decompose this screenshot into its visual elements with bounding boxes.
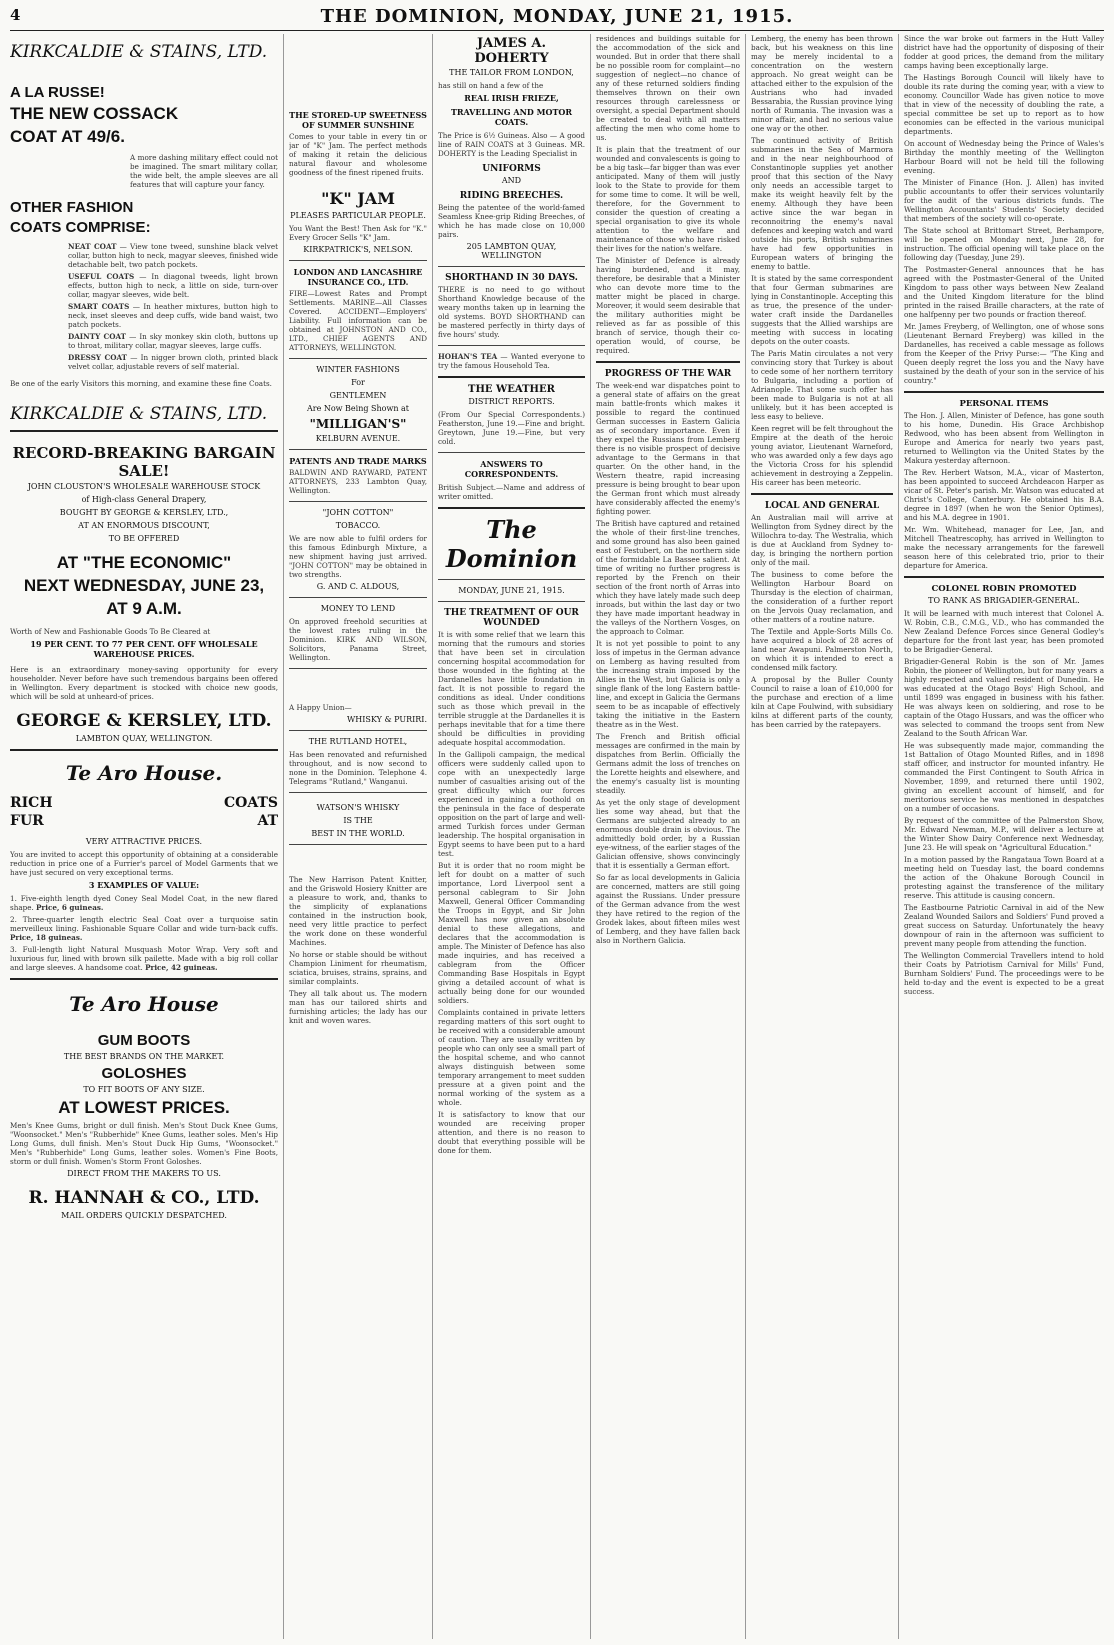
advert-line: GUM BOOTS bbox=[97, 1032, 191, 1049]
ad-sub: Are Now Being Shown at bbox=[306, 404, 410, 413]
ad-sub: THE RUTLAND HOTEL, bbox=[308, 737, 408, 746]
article-heading: LOCAL AND GENERAL bbox=[764, 501, 880, 511]
column-rule bbox=[745, 34, 746, 1639]
article-heading: PERSONAL ITEMS bbox=[959, 399, 1049, 409]
ad-heading: "MILLIGAN'S" bbox=[309, 417, 407, 431]
advert-sub: THE BEST BRANDS ON THE MARKET. bbox=[63, 1052, 225, 1061]
column-news-2: Lemberg, the enemy has been thrown back, but his weakness on this line may be merely incidental to a concentration on the western approach. No great weight can be attached either to the expulsion of the Austrians who had invaded Bessarabia, the Russian province lying north of Rumania. The invasion was a minor affair, and had no serious value one way or the other. The continued activity of British submarines in the Sea of Marmora and in the near neighbourhood of Constantinople supplies yet another proof that this section of the Navy only needs an accessible target to make its weight heavily felt by the enemy. Although they have been active since the war began in reconnoitring the enemy's naval defences and keeping watch and ward outside his ports, British submarines have had few opportunities in European waters of bringing the enemy to battle. It is stated by the same correspondent that four German submarines are lying in Constantinople. Accepting this as true, the presence of the under-water craft inside the Dardanelles suggests that the Allied warships are meeting with success in locating depots on the outer coasts. The Paris Matin circulates a not very convincing story that Turkey is about to cede some of her northern territory to Bulgaria, including a portion of Adrianople. That some such offer has been made to Bulgaria is not at all unlikely, but it has been accepted is less easy to believe. Keen regret will be felt throughout the Empire at the death of the heroic young aviator, Lieutenant Warneford, who was awarded only a few days ago the Victoria Cross for his splendid achievement in destroying a Zeppelin. His career has been meteoric. LOCAL AND GENERAL An Australian mail will arrive at Wellington from Sydney direct by the Willochra to-day. The Westralia, which is due at Auckland from Sydney to-day, is bringing the northern portion only of the mail. The business to come before the Wellington Harbour Board on Thursday is the election of chairman, the consideration of a further report on the Jervois Quay reclamation, and other matters of a routine nature. The Textile and Apple-Sorts Mills Co. have acquired a block of 28 acres of land near Awapuni. Palmerston North, on which it is intended to erect a condensed milk factory. A proposal by the Buller County Council to raise a loan of £10,000 for the purchase and erection of a lime kiln at Cape Foulwind, with subsidiary kilns at different parts of the county, has been carried by the ratepayers. bbox=[751, 34, 893, 729]
coat-item: DAINTY COAT bbox=[68, 332, 127, 341]
advert-brand: Te Aro House. bbox=[65, 761, 223, 785]
advert-line: AT LOWEST PRICES. bbox=[58, 1098, 230, 1117]
advert-word: AT bbox=[257, 813, 278, 829]
advert-brand: KIRKCALDIE & STAINS, LTD. bbox=[10, 42, 268, 62]
advert-word: COATS bbox=[224, 795, 278, 811]
ad-sub: WHISKY & PURIRI. bbox=[347, 715, 427, 724]
ad-sub: WINTER FASHIONS bbox=[316, 365, 400, 374]
advert-prices: VERY ATTRACTIVE PRICES. bbox=[85, 837, 203, 846]
advert-line: GOLOSHES bbox=[101, 1065, 187, 1082]
advert-sub: DIRECT FROM THE MAKERS TO US. bbox=[67, 1169, 221, 1178]
ad-sub: WATSON'S WHISKY bbox=[316, 803, 400, 812]
ad-heading: "K" JAM bbox=[321, 189, 395, 208]
ad-sub: THE TAILOR FROM LONDON, bbox=[449, 68, 574, 77]
advert-bargain-sale: RECORD-BREAKING BARGAIN SALE! JOHN CLOUSTON'S WHOLESALE WAREHOUSE STOCK of High-class General Drapery, BOUGHT BY GEORGE & KERSLEY, LTD., AT AN ENORMOUS DISCOUNT, TO BE OFFERED AT "THE ECONOMIC" NEXT WEDNESDAY, JUNE 23, AT 9 A.M. Worth of New and Fashionable Goods To Be Cleared at 19 PER CENT. TO 77 PER CENT. OFF WHOLESALE WAREHOUSE PRICES. Here is an extraordinary money-saving opportunity for every householder. Never before have such tremendous bargains been offered in Wellington. Every department is stocked with choice new goods, which will be sold at unheard-of prices. GEORGE & KERSLEY, LTD. LAMBTON QUAY, WELLINGTON. bbox=[10, 444, 278, 743]
coat-item: USEFUL COATS bbox=[68, 272, 135, 281]
sale-big: AT "THE ECONOMIC" bbox=[56, 553, 232, 572]
examples-heading: 3 EXAMPLES OF VALUE: bbox=[88, 880, 200, 890]
ad-heading: RIDING BREECHES. bbox=[459, 191, 564, 201]
ad-sub: TRAVELLING AND MOTOR COATS. bbox=[450, 107, 573, 127]
issue-date: MONDAY, JUNE 21, 1915. bbox=[458, 586, 565, 595]
article-heading: COLONEL ROBIN PROMOTED bbox=[931, 584, 1077, 594]
coat-item: SMART COATS bbox=[68, 302, 130, 311]
advert-te-aro-boots: Te Aro House GUM BOOTS THE BEST BRANDS ON THE MARKET. GOLOSHES TO FIT BOOTS OF ANY SIZE. AT LOWEST PRICES. Men's Knee Gums, bright or dull finish. Men's Stout Duck Knee Gums, "Woonsocket." Men's "Rubberhide" Knee Gums, leather soles. Men's Hip Long Gums, dull finish. Men's Stout Duck Hip Gums, "Woonsocket." Men's "Rubberhide" Long Gums, leather soles. Women's Fine Boots, storm or dull finish. Women's Storm Front Goloshes. DIRECT FROM THE MAKERS TO US. R. HANNAH & CO., LTD. MAIL ORDERS QUICKLY DESPATCHED. bbox=[10, 992, 278, 1220]
section-heading: ANSWERS TO CORRESPONDENTS. bbox=[464, 459, 559, 479]
advert-sub: MAIL ORDERS QUICKLY DESPATCHED. bbox=[61, 1211, 227, 1220]
sale-sub: TO BE OFFERED bbox=[108, 534, 180, 543]
ad-sub: AND bbox=[501, 176, 522, 185]
masthead bbox=[10, 4, 1104, 31]
advert-te-aro-furs: Te Aro House. RICH FUR COATS AT VERY ATTRACTIVE PRICES. You are invited to accept this opportunity of obtaining at a considerable reduction in price one of a Furrier's parcel of Model Garments that we have just secured on very exceptional terms. 3 EXAMPLES OF VALUE: 1. Five-eighth length dyed Coney Seal Model Coat, in the new flared shape. Price, 6 guineas. 2. Three-quarter length electric Seal Coat over a turquoise satin merveilleux lining. Fashionable Square Collar and wide turn-back cuffs. Price, 18 guineas. 3. Full-length light Natural Musquash Motor Wrap. Very soft and luxurious fur, lined with brown silk pailette. Made with a big roll collar and large sleeves. A handsome coat. Price, 42 guineas. bbox=[10, 761, 278, 972]
advert-address: LAMBTON QUAY, WELLINGTON. bbox=[75, 734, 213, 743]
sale-sub: BOUGHT BY GEORGE & KERSLEY, LTD., bbox=[59, 508, 229, 517]
sale-sub: AT AN ENORMOUS DISCOUNT, bbox=[78, 521, 210, 530]
article-heading: THE TREATMENT OF OUR WOUNDED bbox=[444, 608, 579, 628]
ad-sub: BEST IN THE WORLD. bbox=[311, 829, 405, 838]
advert-line: COATS COMPRISE: bbox=[10, 219, 151, 236]
newspaper-logo: The Dominion bbox=[445, 515, 578, 573]
sale-discount: 19 PER CENT. TO 77 PER CENT. OFF WHOLESALE WAREHOUSE PRICES. bbox=[30, 639, 258, 659]
column-rule bbox=[590, 34, 591, 1639]
advert-kirkcaldie: KIRKCALDIE & STAINS, LTD. A LA RUSSE! THE NEW COSSACK COAT AT 49/6. A more dashing military effect could not be imagined. The smart military collar, the wide belt, the ample sleeves are all features that will capture your fancy. OTHER FASHION COATS COMPRISE: NEAT COAT — View tone tweed, sunshine black velvet collar, button high to neck, magyar sleeves, finished wide detachable belt, two patch pockets. USEFUL COATS — In diagonal tweeds, light brown effects, button high to neck, a little on side, turn-over collar, magyar sleeves, wide belt. SMART COATS — In heather mixtures, button high to neck, inset sleeves and deep cuffs, wide band waist, two patch pockets. DAINTY COAT — In sky monkey skin cloth, buttons up to throat, military collar, magyar sleeves, large cuffs. DRESSY COAT — In nigger brown cloth, printed black velvet collar, adjustable revers of self material. Be one of the early Visitors this morning, and examine these fine Coats. KIRKCALDIE & STAINS, LTD. bbox=[10, 42, 278, 424]
ad-sub: GENTLEMEN bbox=[329, 391, 387, 400]
ad-sub: IS THE bbox=[343, 816, 373, 825]
column-editorial: JAMES A. DOHERTY THE TAILOR FROM LONDON, has still on hand a few of the REAL IRISH FRIEZE, TRAVELLING AND MOTOR COATS. The Price is 6½ Guineas. Also — A good line of RAIN COATS at 3 Guineas. MR. DOHERTY is the Leading Specialist in UNIFORMS AND RIDING BREECHES. Being the patentee of the world-famed Seamless Knee-grip Riding Breeches, of which he has made close on 10,000 pairs. 205 LAMBTON QUAY, WELLINGTON SHORTHAND IN 30 DAYS. THERE is no need to go without Shorthand Knowledge because of the weary months taken up in learning the old systems. BOYD SHORTHAND can be mastered perfectly in thirty days of five hours' study. HOHAN'S TEA — Wanted everyone to try the famous Household Tea. THE WEATHER DISTRICT REPORTS. (From Our Special Correspondents.) Featherston, June 19.—Fine and bright. Greytown, June 19.—Fine, but very cold. ANSWERS TO CORRESPONDENTS. British Subject.—Name and address of writer omitted. The Dominion MONDAY, JUNE 21, 1915. THE TREATMENT OF OUR WOUNDED It is with some relief that we learn this morning that the rumours and stories that have been set in circulation concerning hospital accommodation for those wounded in the fighting at the Dardanelles have little foundation in fact. It is not possible to regard the conditions as ideal. Under conditions such as those which prevail in the terrible struggle at the Dardanelles it is perhaps inevitable that for a time there should be difficulties in providing adequate hospital accommodation. In the Gallipoli campaign, the medical officers were suddenly called upon to cope with an unexpectedly large number of casualties arising out of the great difficulty which our forces experienced in gaining a foothold on the peninsula in the face of desperate opposition on the part of large and well-armed Turkish forces under German leadership. The hospital organisation in Egypt seems to have been put to a hard test. But it is order that no room might be left for doubt on a matter of such importance, Lord Liverpool sent a personal cablegram to Sir John Maxwell, General Officer Commanding the Troops in Egypt, and Sir John Maxwell has now given an absolute denial to these allegations, and declares that the accommodation is ample. The Minister of Defence has also made inquiries, and has received a cablegram from the Officer Commanding Base Hospitals in Egypt giving a detailed account of what is actually being done for our wounded soldiers. Complaints contained in private letters regarding matters of this sort ought to be received with a considerable amount of caution. They are usually written by people who can only see a small part of the hospital scheme, and who cannot always distinguish between some temporary arrangement to meet sudden pressure at a given point and the normal working of the system as a whole. It is satisfactory to know that our wounded are receiving proper attention, and there is no reason to doubt that everything possible will be done for them. bbox=[438, 36, 585, 1155]
coat-item: DRESSY COAT bbox=[68, 353, 128, 362]
column-rule bbox=[898, 34, 899, 1639]
sale-sub: of High-class General Drapery, bbox=[81, 495, 207, 504]
example-price: Price, 42 guineas. bbox=[145, 963, 218, 972]
advert-word: RICH bbox=[10, 795, 53, 811]
advert-word: FUR bbox=[10, 813, 44, 829]
masthead-title: THE DOMINION, MONDAY, JUNE 21, 1915. bbox=[320, 6, 794, 27]
advert-line: COAT AT 49/6. bbox=[10, 127, 125, 146]
coat-item: NEAT COAT bbox=[68, 242, 117, 251]
ad-heading: HOHAN'S TEA bbox=[438, 352, 498, 361]
advert-brand: Te Aro House bbox=[69, 992, 219, 1016]
column-small-ads: THE STORED-UP SWEETNESS OF SUMMER SUNSHINE Comes to your table in every tin or jar of "K" Jam. The perfect methods of making it retain the delicious natural flavour and wholesome goodness of the finest ripened fruits. "K" JAM PLEASES PARTICULAR PEOPLE. You Want the Best! Then Ask for "K." Every Grocer Sells "K" Jam. KIRKPATRICK'S, NELSON. LONDON AND LANCASHIRE INSURANCE CO., LTD. FIRE—Lowest Rates and Prompt Settlements. MARINE—All Classes Covered. ACCIDENT—Employers' Liability. Full information can be obtained at JOHNSTON AND CO., LTD., CHIEF AGENTS AND ATTORNEYS, WELLINGTON. WINTER FASHIONS For GENTLEMEN Are Now Being Shown at "MILLIGAN'S" KELBURN AVENUE. PATENTS AND TRADE MARKS BALDWIN AND RAYWARD, PATENT ATTORNEYS, 233 Lambton Quay, Wellington. "JOHN COTTON" TOBACCO. We are now able to fulfil orders for this famous Edinburgh Mixture, a new shipment having just arrived. "JOHN COTTON" may be obtained in two strengths. G. AND C. ALDOUS, MONEY TO LEND On approved freehold securities at the lowest rates ruling in the Dominion. KIRK AND WILSON, Solicitors, Panama Street, Wellington. A Happy Union— WHISKY & PURIRI. THE RUTLAND HOTEL, Has been renovated and refurnished throughout, and is now second to none in the Dominion. Telephone 4. Telegrams "Rutland," Wanganui. WATSON'S WHISKY IS THE BEST IN THE WORLD. The New Harrison Patent Knitter, and the Griswold Hosiery Knitter are a pleasure to work, and, thanks to the simplicity of explanations contained in the instruction book, need very little practice to perfect the work done on these wonderful Machines. No horse or stable should be without Champion Liniment for rheumatism, sciatica, bruises, strains, sprains, and similar complaints. They all talk about us. The modern man has our tailored shirts and furnishing articles; the lady has our knit and woven wares. bbox=[289, 110, 427, 1025]
section-sub: DISTRICT REPORTS. bbox=[468, 397, 555, 406]
advert-footer: Be one of the early Visitors this morning, and examine these fine Coats. bbox=[10, 379, 272, 388]
sale-big: AT 9 A.M. bbox=[106, 599, 182, 618]
example-price: Price, 6 guineas. bbox=[36, 903, 104, 912]
ad-heading: UNIFORMS bbox=[482, 164, 541, 174]
ad-sub: REAL IRISH FRIEZE, bbox=[464, 93, 559, 103]
advert-brand: R. HANNAH & CO., LTD. bbox=[28, 1188, 260, 1208]
ad-sub: MONEY TO LEND bbox=[320, 604, 396, 613]
ad-sub: TOBACCO. bbox=[335, 521, 381, 530]
ad-heading: LONDON AND LANCASHIRE INSURANCE CO., LTD. bbox=[293, 267, 423, 287]
ad-sub: "JOHN COTTON" bbox=[322, 508, 394, 517]
advert-line: A LA RUSSE! bbox=[10, 84, 105, 101]
advert-brand: KIRKCALDIE & STAINS, LTD. bbox=[10, 404, 268, 424]
sale-big: NEXT WEDNESDAY, JUNE 23, bbox=[23, 576, 265, 595]
ad-sub: KIRKPATRICK'S, NELSON. bbox=[303, 245, 413, 254]
example-price: Price, 18 guineas. bbox=[10, 933, 83, 942]
ad-sub: PLEASES PARTICULAR PEOPLE. bbox=[290, 211, 426, 220]
ad-sub: KELBURN AVENUE. bbox=[315, 434, 401, 443]
column-ads-left bbox=[10, 34, 278, 1639]
ad-heading: PATENTS AND TRADE MARKS bbox=[289, 456, 427, 466]
advert-brand: GEORGE & KERSLEY, LTD. bbox=[16, 711, 272, 731]
advert-sub: TO FIT BOOTS OF ANY SIZE. bbox=[83, 1085, 205, 1094]
ad-sub: 205 LAMBTON QUAY, WELLINGTON bbox=[466, 242, 557, 260]
sale-heading: RECORD-BREAKING BARGAIN SALE! bbox=[12, 444, 276, 480]
sale-sub: JOHN CLOUSTON'S WHOLESALE WAREHOUSE STOCK bbox=[27, 482, 261, 491]
column-news-1: residences and buildings suitable for the accommodation of the sick and wounded. But in order that there shall be no possible room for complaint—no suggestion of neglect—no chance of any of these returned soldiers finding themselves thrown on their own resources through carelessness or oversight, a special Department should be created to deal with all matters affecting the men who come home to us. It is plain that the treatment of our wounded and convalescents is going to be a big task—far bigger than was ever anticipated. Many of them will justly look to the State to provide for them for some time to come. It will be well, therefore, for the Government to consider the question of creating a special organisation to give its whole attention to the welfare and maintenance of those who have risked their lives for the nation's welfare. The Minister of Defence is already having burdened, and it may, therefore, be desirable that a Minister who can devote more time to the matter might be placed in charge. Moreover, it would seem desirable that the military authorities might be relieved as far as possible of this branch of service, though their co-operation would, of course, be required. PROGRESS OF THE WAR The week-end war dispatches point to a general state of affairs on the great main battle-fronts which makes it possible to regard the continued German successes in Eastern Galicia as of secondary importance. Even if they expel the Russians from Lemberg there is no visible prospect of decisive advantage to the Germans in that quarter. On the other hand, in the Western theatre, rapid increasing pressure is being brought to bear upon the German front which must already have considerably affected the enemy's fighting power. The British have captured and retained the whole of their first-line trenches, and some ground has also been gained east of Festubert, on the northern side of the formidable La Bassee salient. At time of writing no further progress is reported by the French on their section of the front north of Arras into which they have lately made such deep inroads, but within the last day or two they have made important headway in the valleys of the Northern Vosges, on the approach to Colmar. It is not yet possible to point to any loss of impetus in the German advance on Lemberg as having resulted from the increasing strain imposed by the Allies in the West, but Galicia is only a single flank of the long Eastern battle-line, and except in Galicia the Germans seem to be as incapable of effectively taking the initiative in the Eastern theatre as in the West. The French and British official messages are confirmed in the main by dispatches from Berlin. Officially the Germans admit the loss of trenches on the Lorette heights and elsewhere, and the enemy's casualty list is mounting steadily. As yet the only stage of development lies some way ahead, but that the Germans are subjected already to an enormous double drain is obvious. The admittedly bold order, by a Russian eye-witness, of the earlier stages of the Galician offensive, shows convincingly that it is essentially a German effort. So far as local developments in Galicia are concerned, matters are still going against the Russians. Under pressure of the German advance from the west they have retired to the region of the Grodek lakes, about fifteen miles west of Lemberg, and they have fallen back also in Northern Galicia. bbox=[596, 34, 740, 945]
advert-line: OTHER FASHION bbox=[10, 199, 134, 216]
ad-heading: THE STORED-UP SWEETNESS OF SUMMER SUNSHINE bbox=[289, 110, 427, 130]
article-heading: PROGRESS OF THE WAR bbox=[604, 369, 732, 379]
article-sub: TO RANK AS BRIGADIER-GENERAL. bbox=[928, 596, 1080, 605]
ad-heading: JAMES A. DOHERTY bbox=[474, 36, 549, 66]
ad-heading: SHORTHAND IN 30 DAYS. bbox=[445, 273, 578, 283]
page-number: 4 bbox=[10, 6, 21, 24]
coat-list: NEAT COAT — View tone tweed, sunshine black velvet collar, button high to neck, magyar sleeves, finished wide detachable belt, two patch pockets. USEFUL COATS — In diagonal tweeds, light brown effects, button high to neck, a little on side, turn-over collar, magyar sleeves, wide belt. SMART COATS — In heather mixtures, button high to neck, inset sleeves and deep cuffs, wide band waist, two patch pockets. DAINTY COAT — In sky monkey skin cloth, buttons up to throat, military collar, magyar sleeves, large cuffs. DRESSY COAT — In nigger brown cloth, printed black velvet collar, adjustable revers of self material. bbox=[68, 242, 278, 371]
column-news-3: Since the war broke out farmers in the Hutt Valley district have had the opportunity of disposing of their fodder at good prices, the demand from the military camps having been exceptionally large. The Hastings Borough Council will likely have to double its rate during the coming year, with a view to economy. Councillor Wade has given notice to move that in view of the necessity of doubling the rate, a special committee be set up to report as to how economies can be effected in the various municipal departments. On account of Wednesday being the Prince of Wales's Birthday the monthly meeting of the Wellington Harbour Board will not be held till the following evening. The Minister of Finance (Hon. J. Allen) has invited public accountants to offer their services voluntarily for the audit of the various districts funds. The Wellington Accountants' Students' Society decided that members of the society will co-operate. The State school at Brittomart Street, Berhampore, will be opened on Monday next, June 28, for instruction. The official opening will take place on the following day (Tuesday, June 29). The Postmaster-General announces that he has agreed with the Postmaster-General of the United Kingdom to pass other ways between New Zealand and the United Kingdom literature for the blind printed in the raised Braille characters, at the rate of one halfpenny per two pounds or fraction thereof. Mr. James Freyberg, of Wellington, one of whose sons (Lieutenant Bernard Freyberg) was killed in the Dardanelles, has received a cable message as follows from the Keeper of the Privy Purse:— "The King and Queen deeply regret the loss you and the Navy have sustained by the death of your son in the service of his country." PERSONAL ITEMS The Hon. J. Allen, Minister of Defence, has gone south to his home, Dunedin. His Grace Archbishop Redwood, who has been absent from Wellington in Europe and America for nearly two years past, returned to Wellington via the United States by the Makura yesterday afternoon. The Rev. Herbert Watson, M.A., vicar of Masterton, has been appointed to succeed Archdeacon Harper as vicar of St. Peter's parish. Mr. Watson was educated at Christ's College, Canterbury. He obtained his B.A. degree in 1897 (when he won the Senior Optimes), and his M.A. degree in 1901. Mr. Wm. Whitehead, manager for Lee, Jan, and Mitchell Theatrescophy, has arrived in Wellington to make the necessary arrangements for the farewell season here of this celebrated trio, prior to their departure for America. COLONEL ROBIN PROMOTED TO RANK AS BRIGADIER-GENERAL. It will be learned with much interest that Colonel A. W. Robin, C.B., C.M.G., V.D., who has commanded the New Zealand Defence Forces since General Godley's departure for the front last year, has been promoted to be Brigadier-General. Brigadier-General Robin is the son of Mr. James Robin, the pioneer of Wellington, but for many years a highly respected and valued resident of Dunedin. He was educated at the Otago Boys' High School, and until 1899 was engaged in business with his father. He was always keen on soldiering, and rose to be captain of the Otago Hussars, and was the officer who was selected to command the troops sent from New Zealand to the South African War. He was subsequently made major, commanding the 1st Battalion of Otago Mounted Rifles, and in 1898 staff officer, and instructor for mounted infantry. He commanded the First Contingent to South Africa in November, 1899, and returned there until 1902, giving an excellent account of himself, and for meritorious service he was mentioned in despatches on a number of occasions. By request of the committee of the Palmerston Show, Mr. Edward Newman, M.P., will deliver a lecture at the Winter Show Dairy Conference next Wednesday, June 23. He will speak on "Agricultural Education." In a motion passed by the Rangataua Town Board at a meeting held on Tuesday last, the board condemns the action of the Ohakune Borough Council in protesting against the transference of the military reserve. This attitude is causing concern. The Eastbourne Patriotic Carnival in aid of the New Zealand Wounded Sailors and Soldiers' Fund proved a great success on Saturday. Unfortunately the heavy downpour of rain in the afternoon was sufficient to prevent many people from attending the function. The Wellington Commercial Travellers intend to hold their Coats by Patriotism Carnival for Mills' Fund, Burnham Soldiers' Fund. The proceedings were to be held to-day and the event is expected to be a great success. bbox=[904, 34, 1104, 996]
ad-sub: For bbox=[351, 378, 365, 387]
ad-text: A Happy Union— bbox=[289, 703, 352, 712]
section-heading: THE WEATHER bbox=[468, 384, 555, 395]
column-rule bbox=[432, 34, 433, 1639]
ad-sub: G. AND C. ALDOUS, bbox=[316, 582, 400, 591]
advert-line: THE NEW COSSACK bbox=[10, 104, 179, 123]
column-rule bbox=[283, 34, 284, 1639]
